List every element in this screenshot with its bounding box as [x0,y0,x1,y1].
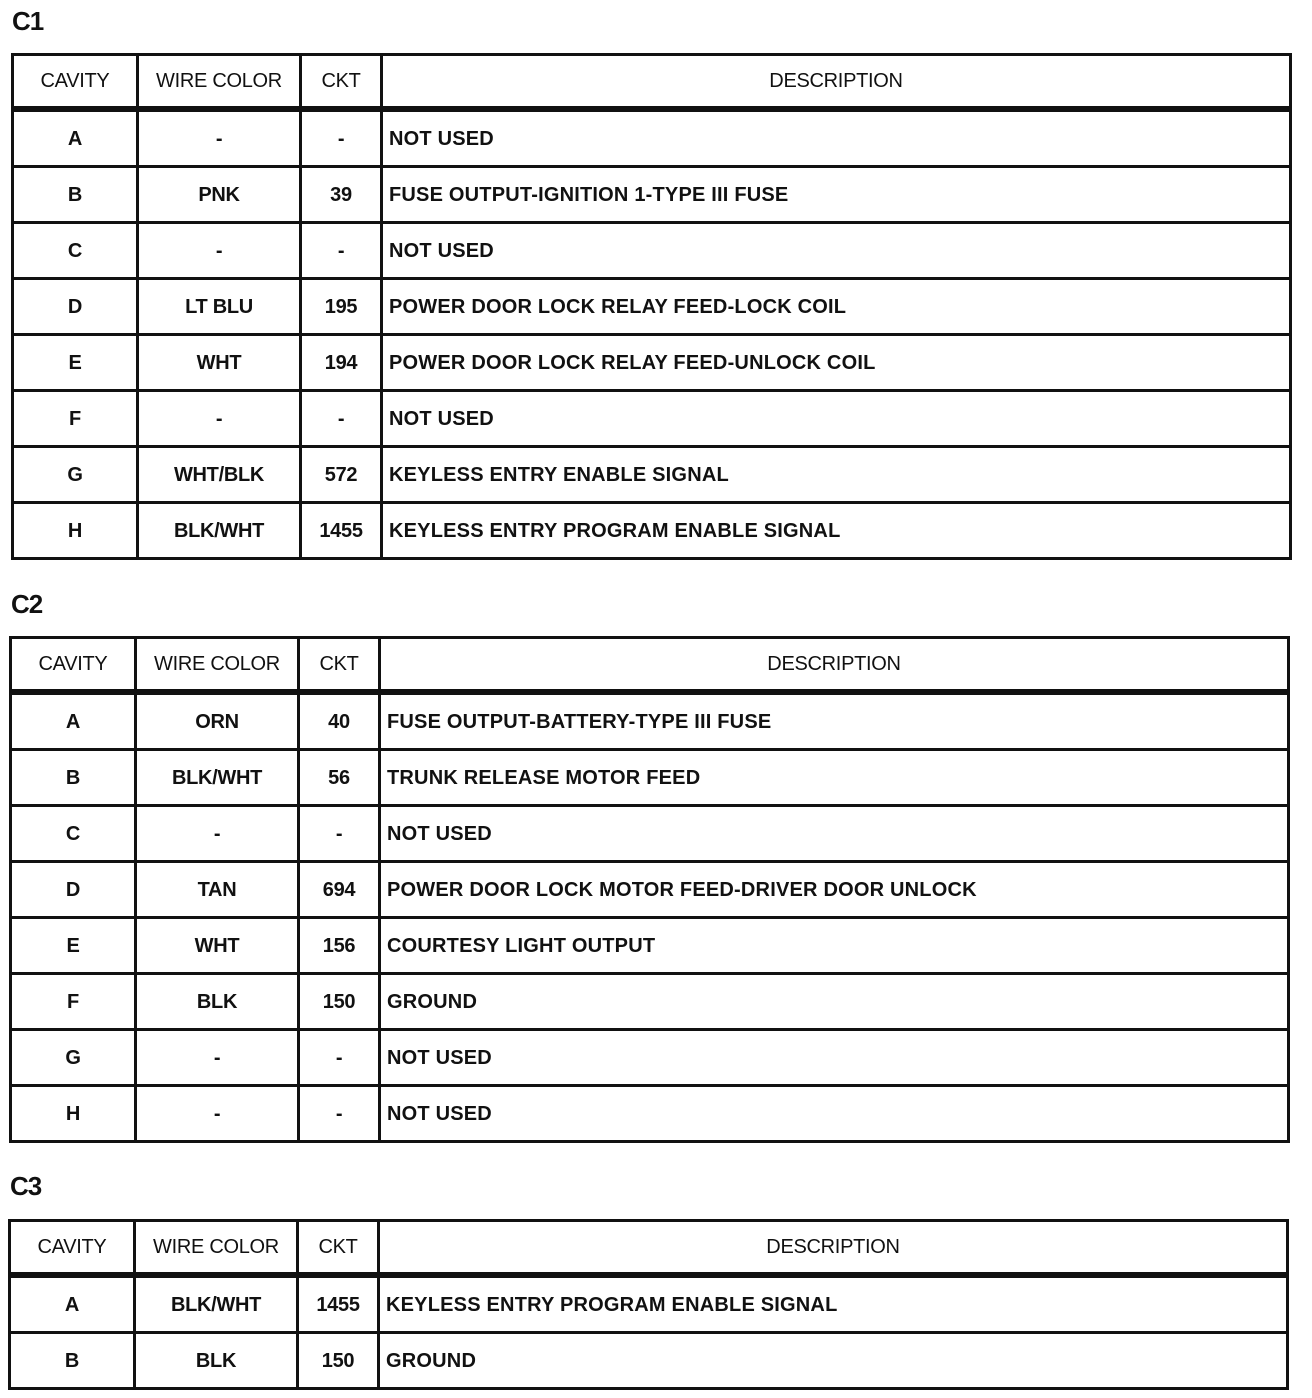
wire-color-cell: ORN [136,692,299,750]
cavity-header: CAVITY [11,638,136,693]
ckt-cell: - [299,806,380,862]
description-cell: GROUND [380,974,1289,1030]
table-row [10,1333,1288,1389]
description-cell: KEYLESS ENTRY PROGRAM ENABLE SIGNAL [382,503,1291,559]
description-cell: TRUNK RELEASE MOTOR FEED [380,750,1289,806]
header-row [11,638,1289,693]
ckt-cell: - [299,1086,380,1142]
table-row [11,974,1289,1030]
cavity-cell: H [13,503,138,559]
table-row [13,335,1291,391]
ckt-cell: 56 [299,750,380,806]
cavity-cell: B [13,167,138,223]
table-row [13,223,1291,279]
pinout-table [9,636,1290,1143]
cavity-cell: G [13,447,138,503]
wire-color-cell: - [138,109,301,167]
ckt-header: CKT [299,638,380,693]
wire-color-cell: PNK [138,167,301,223]
table-row [11,750,1289,806]
ckt-cell: - [301,109,382,167]
table-row [11,692,1289,750]
description-cell: FUSE OUTPUT-BATTERY-TYPE III FUSE [380,692,1289,750]
ckt-cell: 1455 [298,1275,379,1333]
table-row [13,447,1291,503]
wire-color-cell: WHT [138,335,301,391]
description-cell: KEYLESS ENTRY PROGRAM ENABLE SIGNAL [379,1275,1288,1333]
cavity-cell: A [11,692,136,750]
ckt-cell: - [301,391,382,447]
cavity-cell: A [10,1275,135,1333]
table-row [13,167,1291,223]
description-cell: NOT USED [382,391,1291,447]
table-row [11,862,1289,918]
cavity-cell: F [13,391,138,447]
cavity-header: CAVITY [13,55,138,110]
ckt-cell: 39 [301,167,382,223]
description-cell: GROUND [379,1333,1288,1389]
cavity-cell: A [13,109,138,167]
cavity-cell: B [11,750,136,806]
wire-color-cell: WHT/BLK [138,447,301,503]
cavity-cell: E [11,918,136,974]
wire-color-header: WIRE COLOR [135,1221,298,1276]
table-row [11,1030,1289,1086]
description-cell: NOT USED [380,1030,1289,1086]
ckt-cell: 40 [299,692,380,750]
connector-title: C3 [10,1171,42,1201]
cavity-cell: H [11,1086,136,1142]
ckt-cell: 150 [299,974,380,1030]
ckt-cell: 1455 [301,503,382,559]
cavity-cell: D [11,862,136,918]
description-cell: POWER DOOR LOCK MOTOR FEED-DRIVER DOOR UNLOCK [380,862,1289,918]
connector-title: C2 [11,589,43,619]
cavity-cell: C [13,223,138,279]
header-row [10,1221,1288,1276]
table-row [13,109,1291,167]
ckt-cell: - [301,223,382,279]
ckt-cell: 156 [299,918,380,974]
ckt-cell: 572 [301,447,382,503]
wire-color-header: WIRE COLOR [136,638,299,693]
cavity-header: CAVITY [10,1221,135,1276]
description-cell: POWER DOOR LOCK RELAY FEED-LOCK COIL [382,279,1291,335]
description-cell: NOT USED [382,223,1291,279]
description-cell: NOT USED [382,109,1291,167]
wire-color-cell: - [136,1086,299,1142]
wire-color-cell: - [138,223,301,279]
wire-color-cell: WHT [136,918,299,974]
table-row [11,1086,1289,1142]
description-header: DESCRIPTION [379,1221,1288,1276]
ckt-header: CKT [301,55,382,110]
wire-color-cell: BLK/WHT [138,503,301,559]
cavity-cell: F [11,974,136,1030]
cavity-cell: E [13,335,138,391]
ckt-cell: 194 [301,335,382,391]
ckt-cell: 150 [298,1333,379,1389]
ckt-cell: 195 [301,279,382,335]
description-header: DESCRIPTION [382,55,1291,110]
wire-color-cell: BLK/WHT [136,750,299,806]
wire-color-header: WIRE COLOR [138,55,301,110]
cavity-cell: B [10,1333,135,1389]
description-cell: KEYLESS ENTRY ENABLE SIGNAL [382,447,1291,503]
ckt-cell: 694 [299,862,380,918]
description-cell: POWER DOOR LOCK RELAY FEED-UNLOCK COIL [382,335,1291,391]
wire-color-cell: BLK [135,1333,298,1389]
table-row [13,391,1291,447]
table-row [10,1275,1288,1333]
wire-color-cell: - [136,1030,299,1086]
table-row [13,503,1291,559]
wire-color-cell: TAN [136,862,299,918]
description-cell: COURTESY LIGHT OUTPUT [380,918,1289,974]
cavity-cell: G [11,1030,136,1086]
wire-color-cell: - [138,391,301,447]
ckt-header: CKT [298,1221,379,1276]
table-row [11,918,1289,974]
description-header: DESCRIPTION [380,638,1289,693]
description-cell: NOT USED [380,1086,1289,1142]
description-cell: FUSE OUTPUT-IGNITION 1-TYPE III FUSE [382,167,1291,223]
cavity-cell: C [11,806,136,862]
wire-color-cell: LT BLU [138,279,301,335]
wire-color-cell: BLK [136,974,299,1030]
table-row [11,806,1289,862]
cavity-cell: D [13,279,138,335]
wire-color-cell: - [136,806,299,862]
table-row [13,279,1291,335]
ckt-cell: - [299,1030,380,1086]
description-cell: NOT USED [380,806,1289,862]
pinout-table [11,53,1292,560]
pinout-table [8,1219,1289,1390]
wire-color-cell: BLK/WHT [135,1275,298,1333]
header-row [13,55,1291,110]
connector-title: C1 [12,6,44,36]
